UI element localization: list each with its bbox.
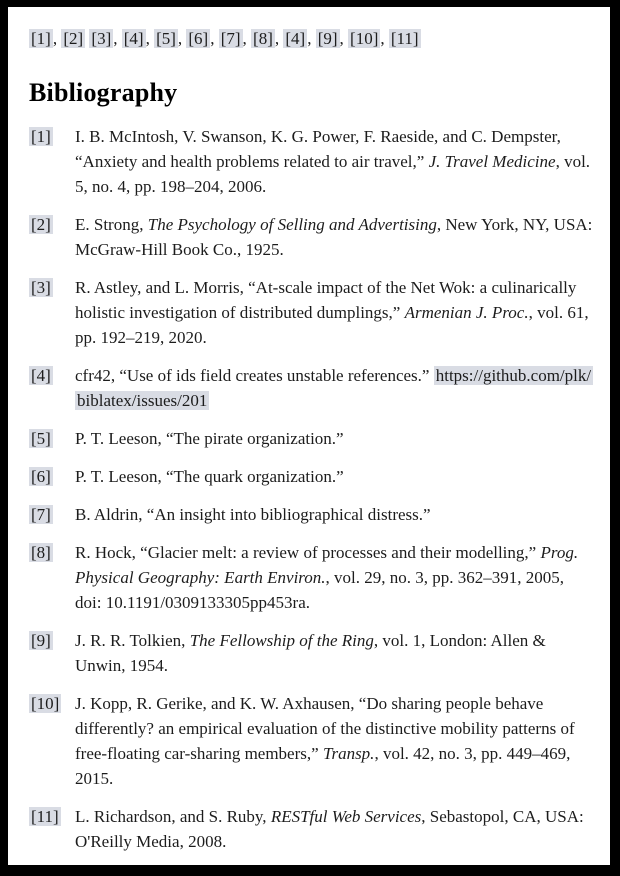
bib-entry-label[interactable]: [3] [31, 278, 51, 297]
citation-separator: , [177, 29, 187, 48]
bib-entry-text-segment: , New York, NY, USA: McGraw-Hill Book Co., 1925. [75, 215, 593, 259]
bib-entry-text [75, 804, 594, 854]
citation-link[interactable]: [11] [390, 29, 419, 48]
bib-entry [29, 540, 595, 615]
citation-separator: , [113, 29, 122, 48]
bib-entry-text-segment: I. B. McIntosh, V. Swanson, K. G. Power, F. Raeside, and C. Dempster, “Anxiety and health problems related to air travel,” [75, 127, 561, 171]
citation-link[interactable]: [8] [253, 29, 273, 48]
bib-entry-text [75, 464, 594, 489]
bib-entry-italic-title: RESTful Web Services [270, 807, 422, 826]
bib-entry [29, 363, 595, 413]
bib-entry-text [75, 502, 594, 527]
bib-entry-italic-title: Transp. [322, 744, 375, 763]
citation-link[interactable]: [10] [350, 29, 379, 48]
citation-link[interactable]: [4] [123, 29, 144, 48]
bib-entry-italic-title: The Fellowship of the Ring [189, 631, 374, 650]
bib-entry-label[interactable]: [6] [31, 467, 51, 486]
bib-entry-label[interactable]: [7] [31, 505, 51, 524]
bib-entry-label[interactable]: [5] [31, 429, 51, 448]
bib-entry-italic-title: Armenian J. Proc. [404, 303, 529, 322]
citation-link[interactable]: [7] [220, 29, 241, 48]
bib-entry-text-segment: P. T. Leeson, “The pirate organization.” [75, 429, 344, 448]
bib-entry-text-segment: J. Kopp, R. Gerike, and K. W. Axhausen, “Do sharing people behave differently? an empirical evaluation of the distinctive mobility patterns of free-floating car-sharing members,” [75, 694, 575, 763]
bib-entry-text-segment: B. Aldrin, “An insight into bibliographical distress.” [75, 505, 431, 524]
bib-entry-text-segment: J. R. R. Tolkien, [75, 631, 190, 650]
page [8, 7, 610, 865]
citation-separator: , [380, 29, 389, 48]
bib-entry-text-segment: , Sebastopol, CA, USA: O'Reilly Media, 2008. [75, 807, 584, 851]
bib-entry-label[interactable]: [10] [31, 694, 60, 713]
bib-entry-text-segment: P. T. Leeson, “The quark organization.” [75, 467, 344, 486]
bib-entry-label[interactable]: [8] [31, 543, 51, 562]
bib-entry-label-cell [29, 275, 75, 350]
bib-entry-text-segment: , vol. 29, no. 3, pp. 362–391, 2005, doi: 10.1191/0309133305pp453ra. [75, 568, 565, 612]
bib-entry [29, 502, 595, 527]
bib-entry-label-cell [29, 363, 75, 413]
citation-link[interactable]: [6] [188, 29, 209, 48]
bib-entry [29, 628, 595, 678]
bib-entry-italic-title: The Psychology of Selling and Advertising [147, 215, 437, 234]
citation-separator: , [307, 29, 316, 48]
citation-link[interactable]: [1] [31, 29, 51, 48]
bib-entry-text-segment: L. Richardson, and S. Ruby, [75, 807, 271, 826]
bib-entry-italic-title: Prog. Physical Geography: Earth Environ. [75, 543, 579, 587]
bib-entry-italic-title: J. Travel Medicine [428, 152, 556, 171]
citation-link[interactable]: [3] [91, 29, 112, 48]
bib-entry [29, 426, 595, 451]
bib-entry-text [75, 426, 594, 451]
bib-entry-label[interactable]: [1] [31, 127, 51, 146]
bibliography-list [29, 124, 595, 854]
bib-entry-text [75, 124, 594, 199]
bib-entry-text [75, 628, 594, 678]
bib-entry-text [75, 212, 594, 262]
citation-separator: , [52, 29, 62, 48]
bib-entry [29, 275, 595, 350]
bib-entry-text-segment: R. Hock, “Glacier melt: a review of processes and their modelling,” [75, 543, 541, 562]
citation-link[interactable]: [9] [317, 29, 338, 48]
bib-entry-label-cell [29, 804, 75, 854]
bib-entry-label-cell [29, 426, 75, 451]
bib-entry-text [75, 691, 594, 791]
bib-entry-text [75, 275, 594, 350]
citation-separator: , [145, 29, 155, 48]
bib-entry-text-segment: cfr42, “Use of ids field creates unstable references.” [75, 366, 434, 385]
citation-separator: , [210, 29, 219, 48]
citation-line [29, 27, 595, 51]
citation-link[interactable]: [4] [285, 29, 306, 48]
bib-entry-label-cell [29, 124, 75, 199]
page-title: Bibliography [29, 78, 178, 107]
bib-entry-text-segment: , vol. 5, no. 4, pp. 198–204, 2006. [75, 152, 591, 196]
bib-entry-label[interactable]: [2] [31, 215, 51, 234]
bib-entry-label[interactable]: [4] [31, 366, 51, 385]
bib-entry-text-segment: , vol. 1, London: Allen & Unwin, 1954. [75, 631, 546, 675]
bib-entry [29, 464, 595, 489]
bib-entry-text [75, 540, 594, 615]
citation-separator: , [242, 29, 252, 48]
bib-entry-text-segment: R. Astley, and L. Morris, “At-scale impact of the Net Wok: a culinarically holistic investigation of distributed dumplings,” [75, 278, 577, 322]
bib-entry-label-cell [29, 628, 75, 678]
citation-link[interactable]: [2] [63, 29, 84, 48]
bib-entry-label[interactable]: [11] [31, 807, 59, 826]
bib-url-link[interactable]: https://github.com/plk/biblatex/issues/201 [77, 366, 592, 410]
bib-entry [29, 124, 595, 199]
bib-entry-text [75, 363, 594, 413]
bib-entry-text-segment: E. Strong, [75, 215, 148, 234]
bib-entry [29, 804, 595, 854]
bib-entry-label-cell [29, 540, 75, 615]
bib-entry-label-cell [29, 502, 75, 527]
citation-link[interactable]: [5] [156, 29, 176, 48]
citation-separator: , [274, 29, 284, 48]
bib-entry-label-cell [29, 464, 75, 489]
bib-entry [29, 691, 595, 791]
bib-entry [29, 212, 595, 262]
bib-entry-text-segment: , vol. 42, no. 3, pp. 449–469, 2015. [75, 744, 571, 788]
bib-entry-label-cell [29, 691, 75, 791]
bib-entry-label-cell [29, 212, 75, 262]
bib-entry-label[interactable]: [9] [31, 631, 51, 650]
bib-entry-text-segment: , vol. 61, pp. 192–219, 2020. [75, 303, 589, 347]
citation-separator: , [339, 29, 349, 48]
